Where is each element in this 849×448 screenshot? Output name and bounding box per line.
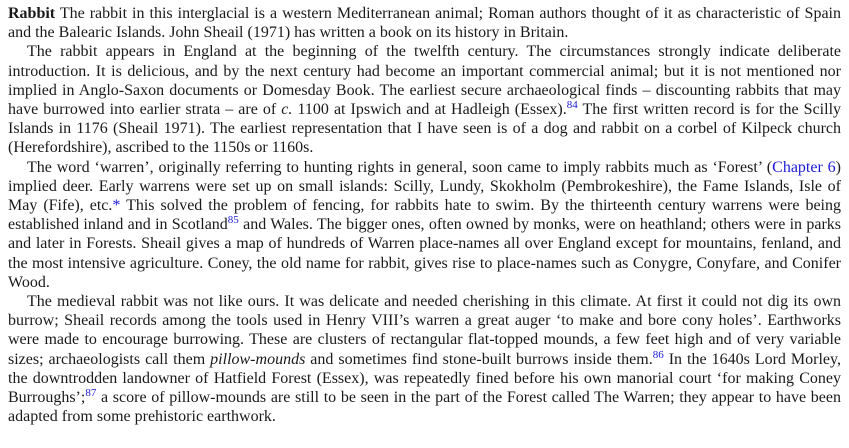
paragraph-text: The medieval rabbit was not like ours. It was delicate and needed cherishing in this climate. At first it could not dig its own burrow; Sheail records among the tools used in Henry VIII’s warren a great auger ‘to make and bore cony holes’. Earthworks were made to encourage burrowing. These are clusters of rectangular flat-topped mounds, a few feet high and of very variable sizes; archaeologists call them (8, 293, 841, 368)
circa-abbrev: c. (281, 101, 293, 119)
paragraph-text: a score of pillow-mounds are still to be seen in the part of the Forest called The Warren; they appear to have been adapted from some prehistoric earthwork. (8, 389, 841, 426)
chapter-6-link[interactable]: Chapter 6 (772, 158, 836, 176)
footnote-ref-86[interactable]: 86 (652, 348, 664, 361)
paragraph-text: The word ‘warren’, originally referring to hunting rights in general, soon came to imply rabbits much as ‘Forest’ ( (27, 158, 773, 176)
asterisk-note-link[interactable]: * (112, 197, 121, 215)
paragraph-text: The rabbit appears in England at the beginning of the twelfth century. The circumstances strongly indicate deliberate introduction. It is delicious, and by the next century had become an important commercial animal; but it is not mentioned nor implied in Anglo-Saxon documents or Domesday Book. The earliest secure archaeological finds – discounting rabbits that may have burrowed into earlier strata – are of (8, 43, 841, 119)
paragraph-intro (8, 4, 841, 42)
paragraph-text: ) implied deer. Early warrens were set up on small islands: Scilly, Lundy, Skokholm (Pembrokeshire), the Fame Islands, Isle of May (Fife), etc. (8, 158, 841, 215)
paragraph-text: This solved the problem of fencing, for rabbits hate to swim. By the thirteenth century warrens were being established inland and in Scotland (8, 197, 842, 234)
entry-term: Rabbit (8, 5, 56, 22)
paragraph-text: In the 1640s Lord Morley, the downtrodden landowner of Hatfield Forest (Essex), was repeatedly fined before his own manorial court ‘for making Coney Burroughs’; (8, 350, 841, 407)
footnote-ref-85[interactable]: 85 (227, 214, 239, 227)
footnote-ref-87[interactable]: 87 (85, 387, 97, 400)
paragraph-text: 1100 at Ipswich and at Hadleigh (Essex). (292, 101, 567, 119)
paragraph-text: and sometimes find stone-built burrows inside them. (305, 350, 653, 368)
paragraph-medieval-rabbit (8, 292, 841, 426)
paragraph-text: The first written record is for the Scilly Islands in 1176 (Sheail 1971). The earliest representation that I have seen is of a dog and rabbit on a corbel of Kilpeck church (Herefordshire), ascribed to the 1150s or 1160s. (8, 101, 842, 157)
pillow-mounds-term: pillow-mounds (210, 350, 306, 368)
paragraph-warrens (8, 158, 841, 292)
paragraph-text: The rabbit in this interglacial is a western Mediterranean animal; Roman authors thought of it as characteristic of Spain and the Balearic Islands. John Sheail (1971) has written a book on its history in Britain. (8, 5, 841, 42)
paragraph-text: and Wales. The bigger ones, often owned by monks, were on heathland; others were in parks and later in Forests. Sheail gives a map of hundreds of Warren place-names all over England except for mountains, fenland, and the most intensive agriculture. Coney, the old name for rabbit, gives rise to place-names such as Conygre, Conyfare, and Conifer Wood. (8, 216, 841, 291)
footnote-ref-84[interactable]: 84 (566, 99, 578, 112)
paragraph-arrival (8, 42, 841, 157)
